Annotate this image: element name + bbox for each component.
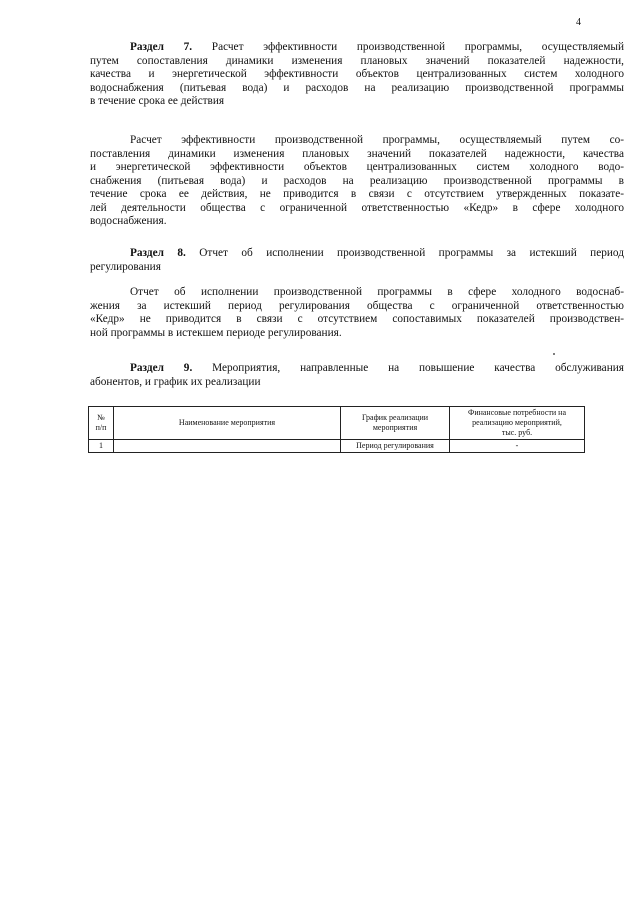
header-measure-name: Наименование мероприятия: [114, 407, 341, 440]
body-line: «Кедр» не приводится в связи с отсутствием сопоставимых показателей производствен-: [90, 313, 624, 325]
heading-line: [90, 95, 624, 109]
heading-line: [90, 82, 624, 96]
heading-text: Отчет об исполнении производственной программы за истекший период: [185, 247, 625, 259]
section-label: Раздел 8.: [130, 247, 186, 259]
heading-text: качества и энергетической эффективности объектов централизованных систем холодного: [90, 68, 624, 80]
body-line: лей деятельности общества с ограниченной ответственностью «Кедр» в сфере холодного: [90, 201, 624, 214]
section-label: Раздел 9.: [130, 362, 193, 374]
body-line: жения за истекший период регулирования общества с ограниченной ответственностью: [90, 299, 624, 312]
cell-number: 1: [89, 440, 114, 453]
heading-text: Расчет эффективности производственной программы, осуществляемый: [192, 41, 624, 53]
heading-text: водоснабжения (питьевая вода) и расходов на реализацию производственной программы: [90, 81, 624, 94]
header-number: № п/п: [89, 407, 114, 440]
section-7-body: [90, 134, 624, 229]
table-header-row: [89, 407, 585, 440]
heading-text: регулирования: [90, 260, 161, 273]
body-line: Отчет об исполнении производственной программы в сфере холодного водоснаб-: [130, 286, 624, 298]
header-schedule: График реализации мероприятия: [341, 407, 450, 440]
cell-financial-needs: -: [450, 440, 585, 453]
section-label: Раздел 7.: [130, 41, 193, 53]
section-8-heading: [90, 247, 624, 274]
heading-line: [130, 362, 624, 376]
body-line: течение срока ее действия, не приводится в связи с отсутствием утвержденных показате-: [90, 188, 624, 200]
heading-text: в течение срока ее действия: [90, 95, 225, 107]
body-line: ной программы в истекшем периоде регулирования.: [90, 326, 342, 339]
section-7-heading: [90, 41, 624, 109]
table-row: [89, 440, 585, 453]
heading-line: [90, 55, 624, 69]
page-number: 4: [576, 17, 581, 28]
body-line: водоснабжения.: [90, 215, 167, 227]
heading-line: [130, 41, 624, 55]
heading-line: [130, 247, 624, 261]
heading-text: путем сопоставления динамики изменения плановых значений показателей надежности,: [90, 54, 624, 67]
body-line: поставления динамики изменения плановых значений показателей надежности, качества: [90, 147, 624, 160]
heading-line: [90, 261, 624, 275]
heading-line: [90, 68, 624, 82]
body-line: снабжения (питьевая вода) и расходов на реализацию производственной программы в: [90, 174, 624, 187]
body-line: и энергетической эффективности объектов централизованных систем холодного водо-: [90, 161, 624, 173]
cell-measure-name: [114, 440, 341, 453]
body-line: Расчет эффективности производственной программы, осуществляемый путем со-: [130, 134, 624, 146]
section-9-heading: [90, 362, 624, 389]
section-8-body: [90, 286, 624, 340]
scan-speck: [553, 353, 555, 355]
heading-text: абонентов, и график их реализации: [90, 375, 261, 388]
heading-text: Мероприятия, направленные на повышение качества обслуживания: [192, 362, 624, 374]
cell-schedule: Период регулирования: [341, 440, 450, 453]
heading-line: [90, 376, 624, 390]
measures-table: [88, 406, 585, 453]
header-financial-needs: Финансовые потребности на реализацию мероприятий, тыс. руб.: [450, 407, 585, 440]
